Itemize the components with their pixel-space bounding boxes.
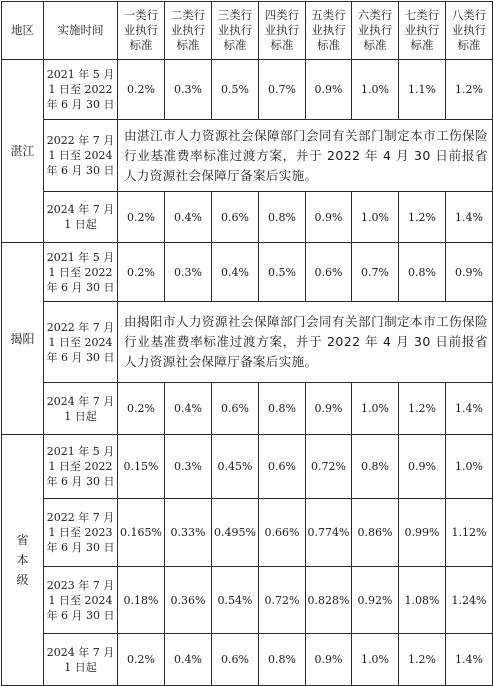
rate-cell: 0.9% (306, 383, 352, 435)
period-cell: 2024 年 7 月 1 日起 (44, 383, 118, 435)
rate-cell: 0.3% (165, 243, 212, 302)
period-cell: 2023 年 7 月 1 日至 2024 年 6 月 30 日 (44, 567, 118, 634)
rate-cell: 0.7% (259, 60, 306, 120)
rate-cell: 1.2% (446, 60, 493, 120)
rate-cell: 0.15% (118, 435, 165, 499)
rate-cell: 0.8% (259, 383, 306, 435)
period-cell: 2022 年 7 月 1 日至 2024 年 6 月 30 日 (44, 120, 118, 192)
rate-cell: 1.24% (446, 567, 493, 634)
rate-cell: 0.495% (212, 499, 259, 567)
table-row (2, 435, 493, 499)
table-row (2, 499, 493, 567)
header-row (2, 2, 493, 60)
header-class-5: 五类行 业执行 标准 (306, 2, 352, 60)
header-class-3: 三类行 业执行 标准 (212, 2, 259, 60)
rate-cell: 0.5% (212, 60, 259, 120)
rate-cell: 0.4% (212, 243, 259, 302)
rate-cell: 0.6% (306, 243, 352, 302)
rate-cell: 1.0% (352, 383, 399, 435)
rate-cell: 0.36% (165, 567, 212, 634)
period-cell: 2021 年 5 月 1 日至 2022 年 6 月 30 日 (44, 60, 118, 120)
rate-cell: 0.6% (259, 435, 306, 499)
rate-cell: 1.0% (352, 634, 399, 686)
rate-cell: 0.72% (259, 567, 306, 634)
rate-cell: 1.1% (399, 60, 446, 120)
rate-cell: 0.9% (306, 60, 352, 120)
period-cell: 2024 年 7 月 1 日起 (44, 192, 118, 243)
rate-cell: 0.8% (399, 243, 446, 302)
rate-cell: 0.92% (352, 567, 399, 634)
rate-cell: 1.12% (446, 499, 493, 567)
table-row (2, 383, 493, 435)
header-period: 实施时间 (44, 2, 118, 60)
rate-cell: 0.72% (306, 435, 352, 499)
rate-cell: 1.0% (352, 192, 399, 243)
rate-cell: 0.2% (118, 634, 165, 686)
rate-cell: 0.6% (212, 383, 259, 435)
rate-cell: 1.4% (446, 634, 493, 686)
rate-cell: 0.2% (118, 192, 165, 243)
table-row (2, 120, 493, 192)
rate-cell: 0.66% (259, 499, 306, 567)
period-cell: 2021 年 5 月 1 日至 2022 年 6 月 30 日 (44, 243, 118, 302)
rate-cell: 1.0% (446, 435, 493, 499)
transition-note: 由揭阳市人力资源社会保障部门会同有关部门制定本市工伤保险行业基准费率标准过渡方案，并于 2022 年 4 月 30 日前报省人力资源社会保障厅备案后实施。 (118, 302, 493, 383)
rate-cell: 1.2% (399, 192, 446, 243)
rate-cell: 0.45% (212, 435, 259, 499)
rate-cell: 0.99% (399, 499, 446, 567)
header-class-4: 四类行 业执行 标准 (259, 2, 306, 60)
table-row (2, 634, 493, 686)
rate-cell: 1.2% (399, 383, 446, 435)
rate-cell: 0.2% (118, 243, 165, 302)
rate-cell: 0.9% (306, 192, 352, 243)
rate-cell: 0.774% (306, 499, 352, 567)
rate-cell: 0.18% (118, 567, 165, 634)
table-row (2, 60, 493, 120)
rate-cell: 0.2% (118, 383, 165, 435)
rate-cell: 0.6% (212, 634, 259, 686)
period-cell: 2022 年 7 月 1 日至 2023 年 6 月 30 日 (44, 499, 118, 567)
table-row (2, 567, 493, 634)
rate-cell: 1.4% (446, 383, 493, 435)
header-region: 地区 (2, 2, 44, 60)
rate-cell: 0.4% (165, 192, 212, 243)
rate-cell: 0.9% (399, 435, 446, 499)
region-provincial: 省 本 级 (2, 435, 44, 686)
rate-cell: 0.33% (165, 499, 212, 567)
header-class-2: 二类行 业执行 标准 (165, 2, 212, 60)
rate-cell: 1.08% (399, 567, 446, 634)
header-class-7: 七类行 业执行 标准 (399, 2, 446, 60)
rate-cell: 0.5% (259, 243, 306, 302)
rate-cell: 0.8% (259, 192, 306, 243)
header-class-1: 一类行 业执行 标准 (118, 2, 165, 60)
rate-cell: 0.6% (212, 192, 259, 243)
rate-cell: 0.828% (306, 567, 352, 634)
rate-cell: 0.4% (165, 634, 212, 686)
table-row (2, 192, 493, 243)
rate-cell: 0.86% (352, 499, 399, 567)
rate-cell: 0.165% (118, 499, 165, 567)
region-jieyang: 揭阳 (2, 243, 44, 435)
period-cell: 2024 年 7 月 1 日起 (44, 634, 118, 686)
table-row (2, 243, 493, 302)
rate-cell: 0.4% (165, 383, 212, 435)
rate-cell: 0.7% (352, 243, 399, 302)
rate-cell: 0.3% (165, 435, 212, 499)
rate-cell: 0.2% (118, 60, 165, 120)
period-cell: 2022 年 7 月 1 日至 2024 年 6 月 30 日 (44, 302, 118, 383)
header-class-6: 六类行 业执行 标准 (352, 2, 399, 60)
transition-note: 由湛江市人力资源社会保障部门会同有关部门制定本市工伤保险行业基准费率标准过渡方案，并于 2022 年 4 月 30 日前报省人力资源社会保障厅备案后实施。 (118, 120, 493, 192)
region-zhanjiang: 湛江 (2, 60, 44, 243)
rate-cell: 1.2% (399, 634, 446, 686)
rate-cell: 0.3% (165, 60, 212, 120)
rate-cell: 0.9% (446, 243, 493, 302)
rate-table (1, 1, 493, 686)
rate-cell: 0.8% (352, 435, 399, 499)
table-row (2, 302, 493, 383)
rate-cell: 0.9% (306, 634, 352, 686)
rate-cell: 0.8% (259, 634, 306, 686)
header-class-8: 八类行 业执行 标准 (446, 2, 493, 60)
rate-cell: 1.0% (352, 60, 399, 120)
rate-cell: 0.54% (212, 567, 259, 634)
period-cell: 2021 年 5 月 1 日至 2022 年 6 月 30 日 (44, 435, 118, 499)
rate-cell: 1.4% (446, 192, 493, 243)
